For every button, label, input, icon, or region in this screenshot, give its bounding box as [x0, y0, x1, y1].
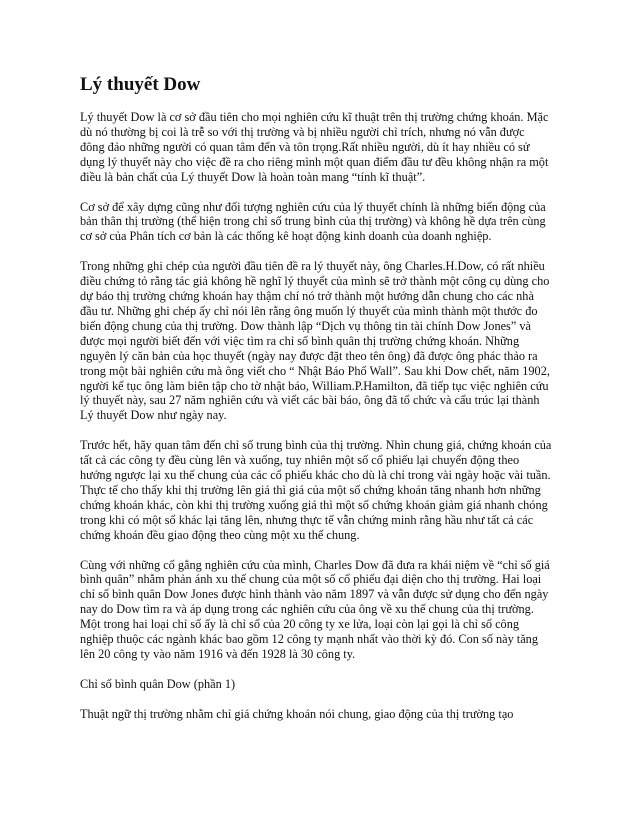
paragraph-market-term: Thuật ngữ thị trường nhằm chỉ giá chứng khoán nói chung, giao động của thị trường tạo	[80, 706, 514, 721]
paragraph-basis: Cơ sở để xây dựng cũng như đối tượng nghiên cứu của lý thuyết chính là những biến động của bản thân thị trường (thể hiện trong chỉ số trung bình của thị trường) và không hề dựa trên cùng cơ sở của Phân tích cơ bản là các thống kê hoạt động kinh doanh của doanh nghiệp.	[80, 199, 546, 244]
paragraph-intro: Lý thuyết Dow là cơ sở đầu tiên cho mọi nghiên cứu kĩ thuật trên thị trường chứng khoán. Mặc dù nó thường bị coi là trễ so với thị trường và bị nhiều người chỉ trích, nhưng nó vẫn được đông đảo những người có quan tâm đến và tôn trọng.Rất nhiều người, dù ít hay nhiều có sử dụng lý thuyết này cho việc đề ra cho riêng mình một quan điểm đầu tư đều không nhận ra một điều là bản chất của Lý thuyết Dow là hoàn toàn mang “tính kĩ thuật”.	[80, 110, 549, 184]
paragraph-average-index: Trước hết, hãy quan tâm đến chỉ số trung bình của thị trường. Nhìn chung giá, chứng khoán của tất cả các công ty đều cùng lên và xuống, tuy nhiên một số cổ phiếu lại chuyển động theo hướng ngược lại xu thế chung của các cổ phiếu khác cho dù là chỉ trong vài ngày hoặc vài tuần. Thực tế cho thấy khi thị trường lên giá thì giá của một số chứng khoán tăng nhanh hơn những chứng khoán khác, còn khi thị trường xuống giá thì một số chứng khoán giảm giá nhanh chóng trong khi có một số khác lại tăng lên, nhưng thực tế vẫn chứng minh rằng hầu như tất cả các chứng khoán đều giao động theo cùng một xu thế chung.	[80, 438, 552, 542]
paragraph-history: Trong những ghi chép của người đầu tiên đề ra lý thuyết này, ông Charles.H.Dow, có rất nhiều điều chứng tỏ rằng tác giả không hề nghĩ lý thuyết của mình sẽ trở thành một công cụ dùng cho dự báo thị trường chứng khoán hay thậm chí nó trở thành một hướng dẫn chung cho các nhà đầu tư. Những ghi chép ấy chỉ nói lên rằng ông muốn lý thuyết của mình thành một thước đo biến động chung của thị trường. Dow thành lập “Dịch vụ thông tin tài chính Dow Jones” và được mọi người biết đến với việc tìm ra chỉ số bình quân thị trường chứng khoán. Những nguyên lý căn bản của học thuyết (ngày nay được đặt theo tên ông) đã được ông phác thảo ra trong một bài nghiên cứu mà ông viết cho “ Nhật Báo Phố Wall”. Sau khi Dow chết, năm 1902, người kế tục ông làm biên tập cho tờ nhật báo, William.P.Hamilton, đã tiếp tục việc nghiên cứu lý thuyết này, sau 27 năm nghiên cứu và viết các bài báo, ông đã tổ chức và cấu trúc lại thành Lý thuyết Dow như ngày nay.	[80, 259, 550, 423]
document-page	[80, 74, 552, 737]
document-title: Lý thuyết Dow	[80, 74, 201, 95]
section-heading-dow-average: Chỉ số bình quân Dow (phần 1)	[80, 676, 236, 691]
paragraph-dow-jones-averages: Cùng với những cố gắng nghiên cứu của mình, Charles Dow đã đưa ra khái niệm về “chỉ số giá bình quân” nhằm phản ánh xu thế chung của một số cổ phiếu đại diện cho thị trường. Hai loại chỉ số bình quân Dow Jones được hình thành vào năm 1897 và vẫn được sử dụng cho đến ngày nay do Dow tìm ra và áp dụng trong các nghiên cứu của ông về xu thế chung của thị trường. Một trong hai loại chỉ số ấy là chỉ số của 20 công ty xe lửa, loại còn lại gọi là chỉ số công nghiệp thuộc các ngành khác bao gồm 12 công ty mạnh nhất vào thời kỳ đó. Con số này tăng lên 20 công ty vào năm 1916 và đến 1928 là 30 công ty.	[80, 557, 550, 661]
